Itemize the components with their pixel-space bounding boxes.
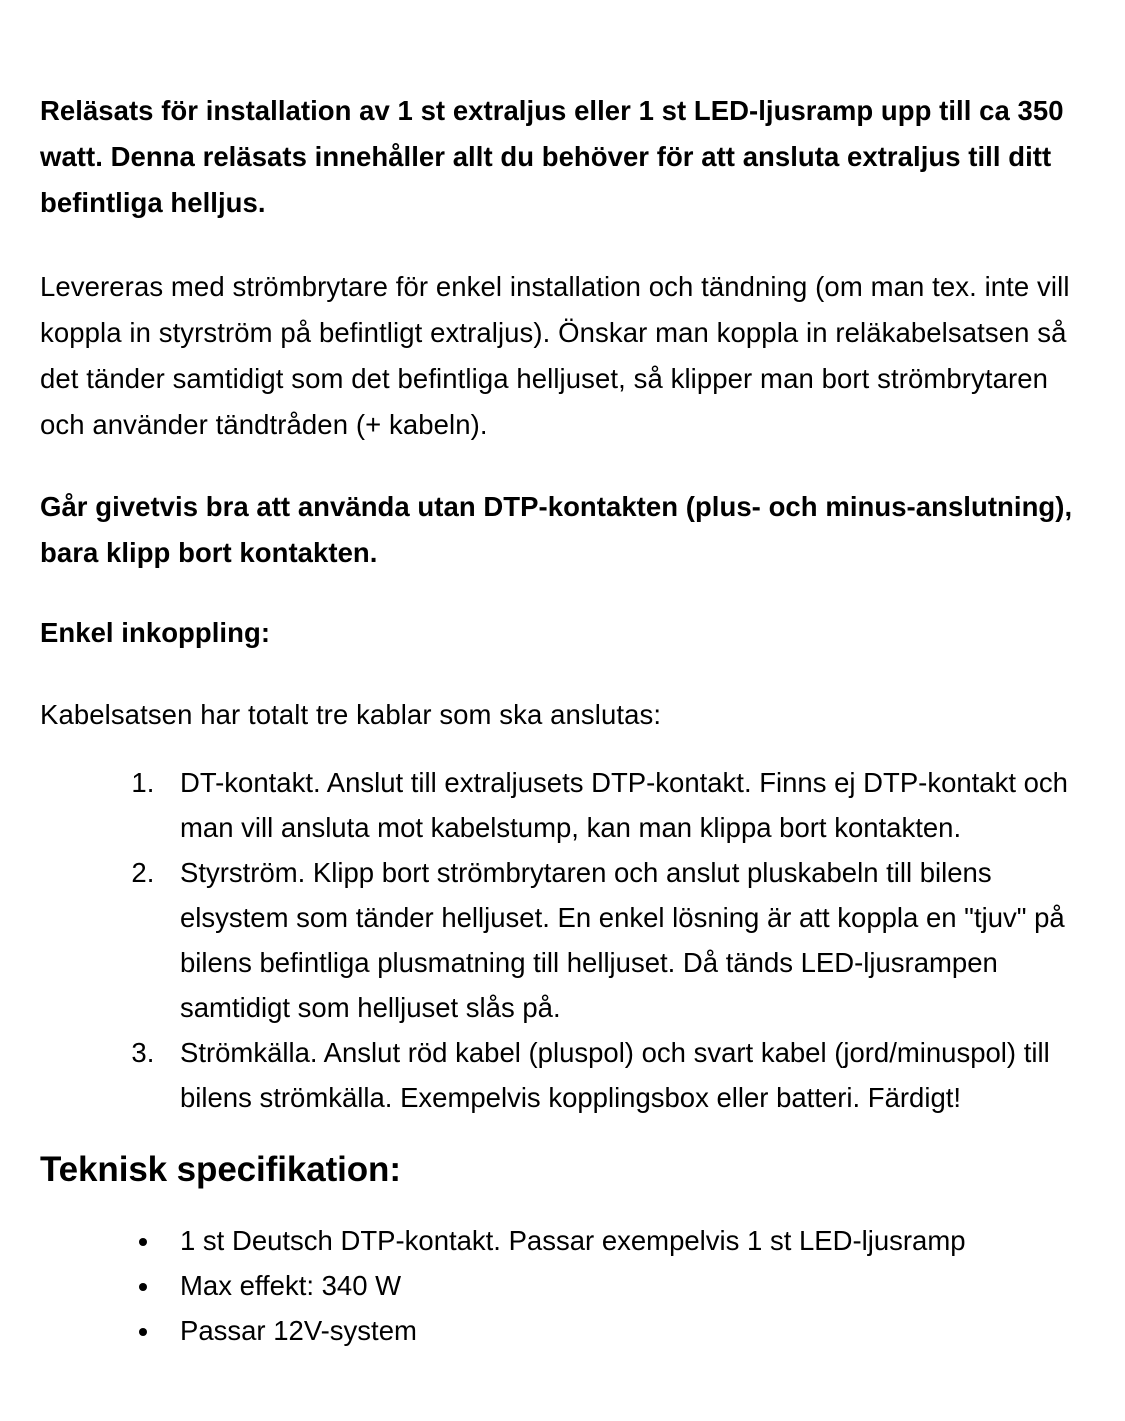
list-item: • 1 st Deutsch DTP-kontakt. Passar exempelvis 1 st LED-ljusramp — [162, 1218, 1087, 1263]
technical-specification-list — [40, 1218, 1087, 1353]
list-item: 1. DT-kontakt. Anslut till extraljusets DTP-kontakt. Finns ej DTP-kontakt och man vill ansluta mot kabelstump, kan man klippa bort kontakten. — [162, 760, 1087, 850]
list-item: 3. Strömkälla. Anslut röd kabel (pluspol) och svart kabel (jord/minuspol) till bilens strömkälla. Exempelvis kopplingsbox eller batteri. Färdigt! — [162, 1030, 1087, 1120]
note-bold-paragraph: Går givetvis bra att använda utan DTP-kontakten (plus- och minus-anslutning), bara klipp bort kontakten. — [40, 491, 1073, 568]
connection-label: Enkel inkoppling: — [40, 617, 271, 648]
list-item: 2. Styrström. Klipp bort strömbrytaren och anslut pluskabeln till bilens elsystem som tänder helljuset. En enkel lösning är att koppla en "tjuv" på bilens befintliga plusmatning till helljuset. Då tänds LED-ljusrampen samtidigt som helljuset slås på. — [162, 850, 1087, 1030]
intro-bold-paragraph: Reläsats för installation av 1 st extraljus eller 1 st LED-ljusramp upp till ca 350 watt. Denna reläsats innehåller allt du behöver för att ansluta extraljus till ditt befintliga helljus. — [40, 95, 1064, 218]
body-paragraph: Levereras med strömbrytare för enkel installation och tändning (om man tex. inte vill koppla in styrström på befintligt extraljus). Önskar man koppla in reläkabelsatsen så det tänder samtidigt som det befintliga helljuset, så klipper man bort strömbrytaren och använder tändtråden (+ kabeln). — [40, 271, 1070, 440]
connection-intro-paragraph: Kabelsatsen har totalt tre kablar som ska anslutas: — [40, 699, 662, 730]
technical-specification-heading: Teknisk specifikation: — [40, 1150, 401, 1189]
list-item: • Passar 12V-system — [162, 1308, 1087, 1353]
list-item: • Max effekt: 340 W — [162, 1263, 1087, 1308]
connection-steps-list — [40, 760, 1087, 1120]
